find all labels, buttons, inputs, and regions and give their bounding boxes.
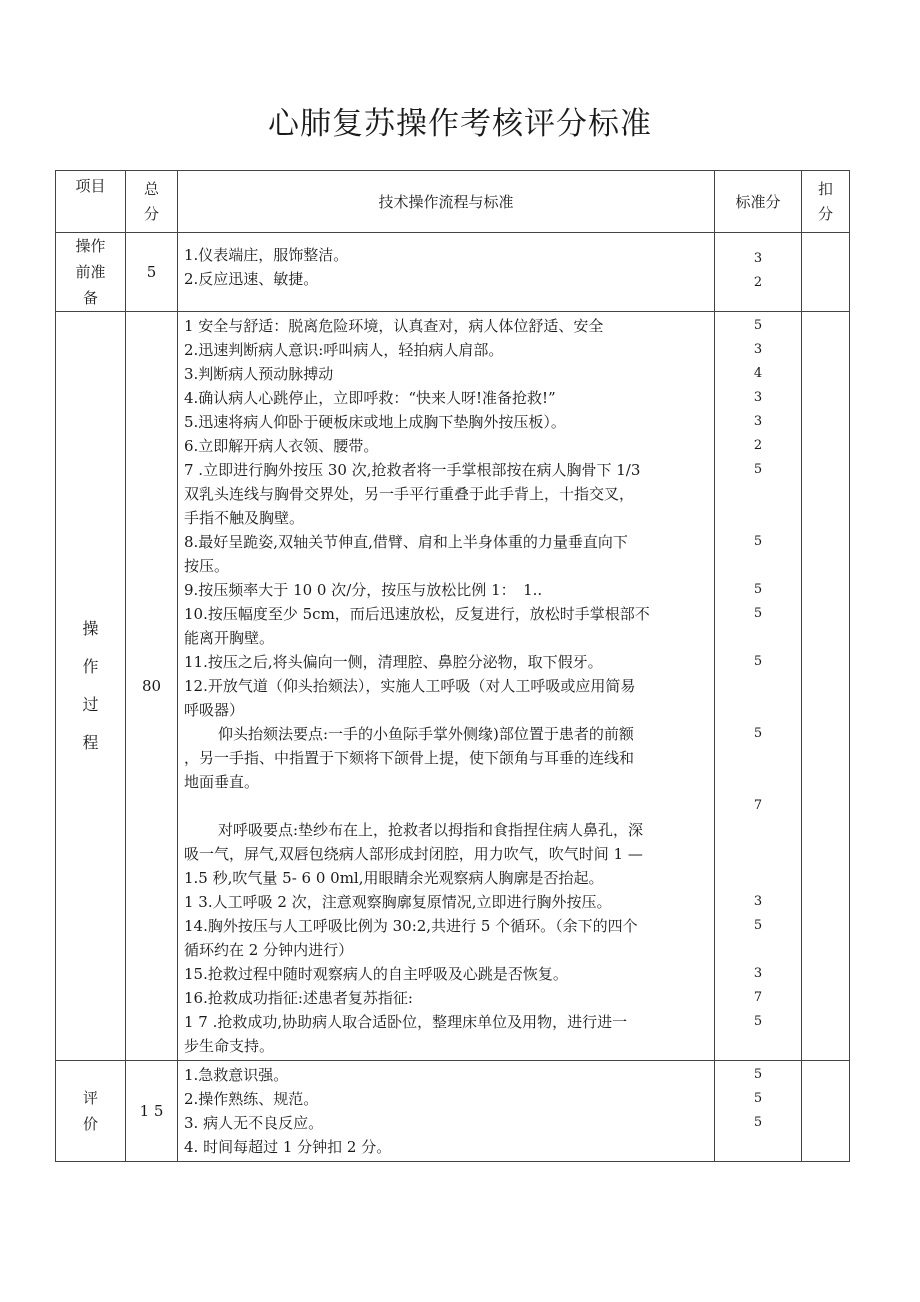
procedure-line: 5.迅速将病人仰卧于硬板床或地上成胸下垫胸外按压板）。: [184, 413, 566, 431]
section-row: [56, 1061, 850, 1162]
section-scores: [715, 1061, 802, 1162]
procedure-line: 10.按压幅度至少 5cm，而后迅速放松，反复进行，放松时手掌根部不: [184, 605, 650, 623]
standard-score: 2: [753, 438, 763, 453]
procedure-line: 1.仪表端庄，服饰整洁。: [184, 246, 349, 264]
procedure-line: 7 .立即进行胸外按压 30 次,抢救者将一手掌根部按在病人胸骨下 1/3: [184, 461, 641, 479]
procedure-line: 2.迅速判断病人意识:呼叫病人，轻拍病人肩部。: [184, 341, 504, 359]
header-deduct: [802, 171, 850, 233]
standard-score: 5: [753, 918, 763, 933]
standard-score: 5: [753, 462, 763, 477]
procedure-line: 对呼吸要点:垫纱布在上，抢救者以拇指和食指捏住病人鼻孔，深: [218, 821, 644, 839]
standard-score: [715, 1034, 801, 1058]
section-name: 操 作 过 程: [56, 312, 126, 1061]
standard-score: [715, 842, 801, 866]
standard-score: 5: [753, 1067, 763, 1082]
procedure-line: 6.立即解开病人衣领、腰带。: [184, 437, 379, 455]
header-process: [178, 171, 715, 233]
procedure-line: 14.胸外按压与人工呼吸比例为 30:2,共进行 5 个循环。（余下的四个: [184, 917, 638, 935]
section-total: 5: [126, 233, 178, 312]
procedure-line: 呼吸器）: [184, 701, 245, 719]
section-content: [178, 312, 715, 1061]
procedure-line: 1.5 秒,吹气量 5- 6 0 0ml,用眼睛余光观察病人胸廓是否抬起。: [184, 869, 604, 887]
section-content: [178, 233, 715, 312]
header-item: [56, 171, 126, 233]
page-title: 心肺复苏操作考核评分标准: [268, 106, 652, 142]
standard-score: [715, 866, 801, 890]
standard-score: 7: [753, 990, 763, 1005]
standard-score: 5: [753, 318, 763, 333]
procedure-line: 双乳头连线与胸骨交界处，另一手平行重叠于此手背上，十指交叉，: [184, 485, 635, 503]
procedure-line: 1.急救意识强。: [184, 1066, 289, 1084]
procedure-line: 3. 病人无不良反应。: [184, 1114, 324, 1132]
section-row: [56, 233, 850, 312]
header-standard: [715, 171, 802, 233]
procedure-line: 4. 时间每超过 1 分钟扣 2 分。: [184, 1138, 392, 1156]
procedure-line: 能离开胸壁。: [184, 629, 275, 647]
deduct-cell[interactable]: [802, 233, 850, 312]
standard-score: 5: [753, 582, 763, 597]
procedure-line: 1 安全与舒适：脱离危险环境，认真查对，病人体位舒适、安全: [184, 317, 604, 335]
standard-score: 2: [753, 275, 763, 290]
procedure-line: 仰头抬颏法要点:一手的小鱼际手掌外侧缘)部位置于患者的前额: [218, 725, 634, 743]
procedure-line: 1 7 .抢救成功,协助病人取合适卧位，整理床单位及用物，进行进一: [184, 1013, 628, 1031]
standard-score: [715, 554, 801, 578]
standard-score: 7: [753, 798, 763, 813]
section-total: 1 5: [126, 1061, 178, 1162]
header-standard-label: 标准分: [735, 193, 781, 211]
procedure-line: 16.抢救成功指征:述患者复苏指征:: [184, 989, 413, 1007]
procedure-line: 手指不触及胸壁。: [184, 509, 305, 527]
section-name: 操作 前准 备: [56, 233, 126, 312]
deduct-cell[interactable]: [802, 312, 850, 1061]
standard-score: [715, 818, 801, 842]
header-total-label: 总 分: [143, 179, 159, 223]
header-item-label: 项目: [75, 177, 106, 195]
standard-score: [715, 626, 801, 650]
section-content: [178, 1061, 715, 1162]
standard-score: 3: [753, 894, 763, 909]
standard-score: 5: [753, 1014, 763, 1029]
deduct-cell[interactable]: [802, 1061, 850, 1162]
standard-score: [715, 698, 801, 722]
scoring-table: [55, 170, 850, 1162]
standard-score: 3: [753, 251, 763, 266]
procedure-line: 2.反应迅速、敏捷。: [184, 270, 319, 288]
header-deduct-label: 扣 分: [817, 179, 833, 223]
standard-score: 4: [753, 366, 763, 381]
section-row: [56, 312, 850, 1061]
procedure-line: 步生命支持。: [184, 1037, 275, 1055]
procedure-line: 吸一气，屏气,双唇包绕病人部形成封闭腔，用力吹气，吹气时间 1 —: [184, 845, 643, 863]
table-header-row: [56, 171, 850, 233]
standard-score: [715, 674, 801, 698]
standard-score: [715, 938, 801, 962]
procedure-line: 地面垂直。: [184, 773, 260, 791]
section-name: 评 价: [56, 1061, 126, 1162]
header-total: [126, 171, 178, 233]
standard-score: 5: [753, 726, 763, 741]
standard-score: 5: [753, 1091, 763, 1106]
standard-score: 5: [753, 534, 763, 549]
procedure-line: 11.按压之后,将头偏向一侧，清理腔、鼻腔分泌物，取下假牙。: [184, 653, 603, 671]
procedure-line: 15.抢救过程中随时观察病人的自主呼吸及心跳是否恢复。: [184, 965, 568, 983]
procedure-line: 1 3.人工呼吸 2 次，注意观察胸廓复原情况,立即进行胸外按压。: [184, 893, 612, 911]
standard-score: 5: [753, 654, 763, 669]
section-total: 80: [126, 312, 178, 1061]
standard-score: 3: [753, 390, 763, 405]
procedure-line: 3.判断病人预动脉搏动: [184, 365, 334, 383]
procedure-line: 按压。: [184, 557, 230, 575]
standard-score: 3: [753, 414, 763, 429]
standard-score: [715, 770, 801, 794]
standard-score: 3: [753, 966, 763, 981]
section-scores: [715, 233, 802, 312]
standard-score: [715, 1135, 801, 1159]
standard-score: 3: [753, 342, 763, 357]
standard-score: 5: [753, 606, 763, 621]
header-process-label: 技术操作流程与标准: [378, 193, 514, 211]
procedure-line: 12.开放气道（仰头抬颏法），实施人工呼吸（对人工呼吸或应用简易: [184, 677, 636, 695]
procedure-line: 9.按压频率大于 10 0 次/分，按压与放松比例 1： 1..: [184, 581, 543, 599]
standard-score: [715, 746, 801, 770]
section-scores: [715, 312, 802, 1061]
procedure-line: [184, 794, 710, 818]
standard-score: [715, 506, 801, 530]
procedure-line: 8.最好呈跪姿,双轴关节伸直,借臂、肩和上半身体重的力量垂直向下: [184, 533, 628, 551]
procedure-line: 2.操作熟练、规范。: [184, 1090, 319, 1108]
procedure-line: 4.确认病人心跳停止，立即呼救：“快来人呀!准备抢救!”: [184, 389, 556, 407]
procedure-line: ，另一手指、中指置于下颏将下颌骨上提，使下颌角与耳垂的连线和: [184, 749, 635, 767]
standard-score: [715, 482, 801, 506]
standard-score: 5: [753, 1115, 763, 1130]
procedure-line: 循环约在 2 分钟内进行）: [184, 941, 354, 959]
